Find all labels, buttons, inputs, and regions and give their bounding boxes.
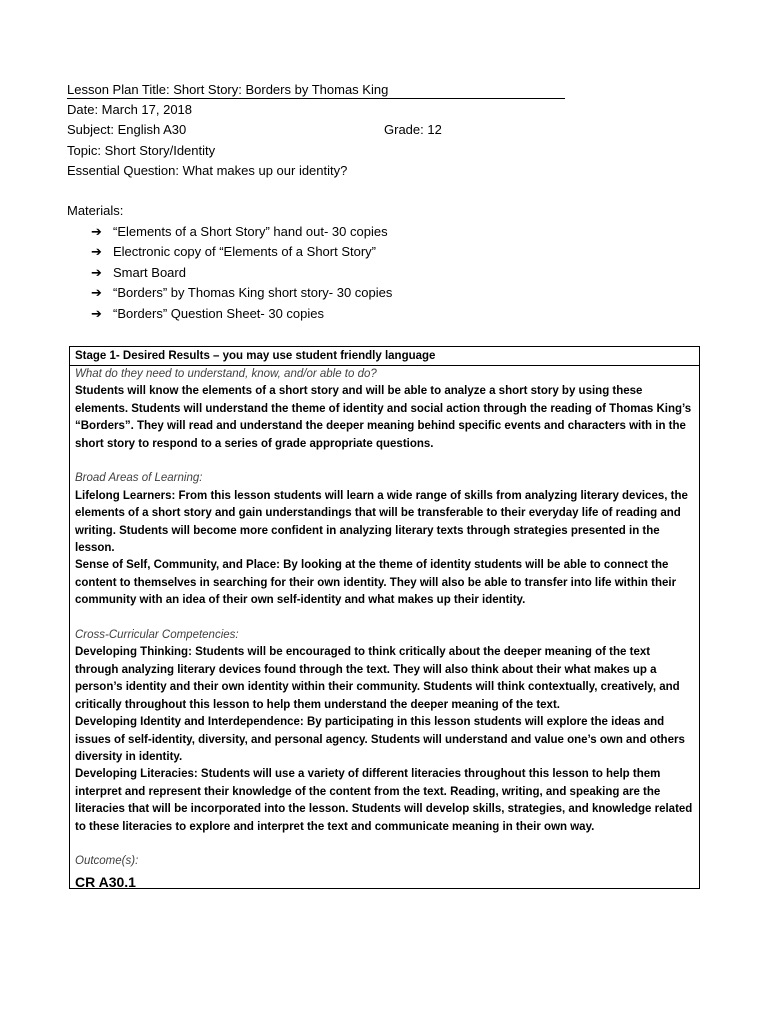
list-item: ➔ “Borders” Question Sheet- 30 copies bbox=[91, 304, 707, 325]
literacies-label: Developing Literacies: bbox=[75, 768, 198, 781]
cross-curricular-heading: Cross-Curricular Competencies: bbox=[75, 629, 239, 642]
developing-thinking-paragraph bbox=[75, 644, 694, 714]
lifelong-label: Lifelong Learners: bbox=[75, 489, 176, 502]
stage1-table bbox=[69, 346, 700, 889]
materials-label: Materials: bbox=[67, 203, 124, 219]
lesson-topic: Topic: Short Story/Identity bbox=[67, 142, 216, 158]
stage1-body bbox=[70, 366, 699, 893]
stage1-prompt: What do they need to understand, know, and/or able to do? bbox=[75, 368, 377, 380]
lesson-title: Lesson Plan Title: Short Story: Borders by Thomas King bbox=[67, 82, 565, 99]
spacer bbox=[75, 610, 694, 627]
lifelong-learners-paragraph bbox=[75, 488, 694, 558]
broad-areas-heading: Broad Areas of Learning: bbox=[75, 472, 203, 485]
identity-label: Developing Identity and Interdependence: bbox=[75, 716, 304, 729]
right-arrow-icon: ➔ bbox=[91, 223, 102, 239]
list-item: ➔ Electronic copy of “Elements of a Short Story” bbox=[91, 242, 707, 263]
stage1-intro: Students will know the elements of a short story and will be able to analyze a short story by using these elements. Students will understand the theme of identity and social action through the reading of Thomas King’s “Borders”. They will read and understand the deeper meaning behind specific events and characters with in the short story to respond to a series of grade appropriate questions. bbox=[75, 385, 692, 450]
sense-text: By looking at the theme of identity students will be able to connect the content to themselves in searching for their own identity. They will also be able to transfer into life within their community with an idea of their own self-identity and what makes up their identity. bbox=[75, 559, 677, 607]
right-arrow-icon: ➔ bbox=[91, 244, 102, 260]
developing-literacies-paragraph bbox=[75, 766, 694, 836]
literacies-text: Students will use a variety of different literacies throughout this lesson to help them interpret and represent their knowledge of the content from the text. Reading, writing, and speaking are the literacies that will be incorporated into the lesson. Students will develop skills, strategies, and knowledge related to these literacies to explore and interpret the text and communicate meaning in their own way. bbox=[75, 768, 693, 833]
list-item: ➔ Smart Board bbox=[91, 263, 707, 284]
materials-list bbox=[67, 221, 707, 324]
essential-question: Essential Question: What makes up our identity? bbox=[67, 162, 348, 178]
developing-identity-paragraph bbox=[75, 714, 694, 766]
lesson-subject: Subject: English A30 bbox=[67, 122, 187, 138]
lesson-header bbox=[67, 80, 707, 324]
lesson-date: Date: March 17, 2018 bbox=[67, 102, 193, 118]
right-arrow-icon: ➔ bbox=[91, 305, 102, 321]
outcome-code: CR A30.1 bbox=[75, 873, 136, 890]
outcome-heading: Outcome(s): bbox=[75, 855, 139, 868]
stage1-header: Stage 1- Desired Results – you may use student friendly language bbox=[70, 347, 699, 366]
spacer bbox=[75, 453, 694, 470]
identity-text: By participating in this lesson students will explore the ideas and issues of self-identity, diversity, and personal agency. Students will understand and value one’s own and others diversity in identity. bbox=[75, 716, 685, 763]
thinking-text: Students will be encouraged to think critically about the deeper meaning of the text through analyzing literary devices found through the text. They will also think about their what makes up a person’s identity and their own identity within their community. Students will think contextually, creatively, and critically throughout this lesson to help them understand the deeper meaning of the text. bbox=[75, 646, 680, 711]
sense-of-self-paragraph bbox=[75, 557, 694, 609]
right-arrow-icon: ➔ bbox=[91, 264, 102, 280]
spacer bbox=[75, 836, 694, 853]
subject-grade-row bbox=[67, 120, 707, 140]
list-item: ➔ “Elements of a Short Story” hand out- 30 copies bbox=[91, 221, 707, 242]
right-arrow-icon: ➔ bbox=[91, 285, 102, 301]
thinking-label: Developing Thinking: bbox=[75, 646, 192, 659]
lifelong-text: From this lesson students will learn a wide range of skills from analyzing literary devices, the elements of a short story and gain understandings that will be transferable to their everyday life of reading and writing. Students will become more confident in analyzing literary texts through strategies presented in the lesson. bbox=[75, 489, 688, 555]
list-item: ➔ “Borders” by Thomas King short story- 30 copies bbox=[91, 283, 707, 304]
sense-label: Sense of Self, Community, and Place: bbox=[75, 559, 280, 572]
lesson-grade: Grade: 12 bbox=[384, 122, 442, 138]
